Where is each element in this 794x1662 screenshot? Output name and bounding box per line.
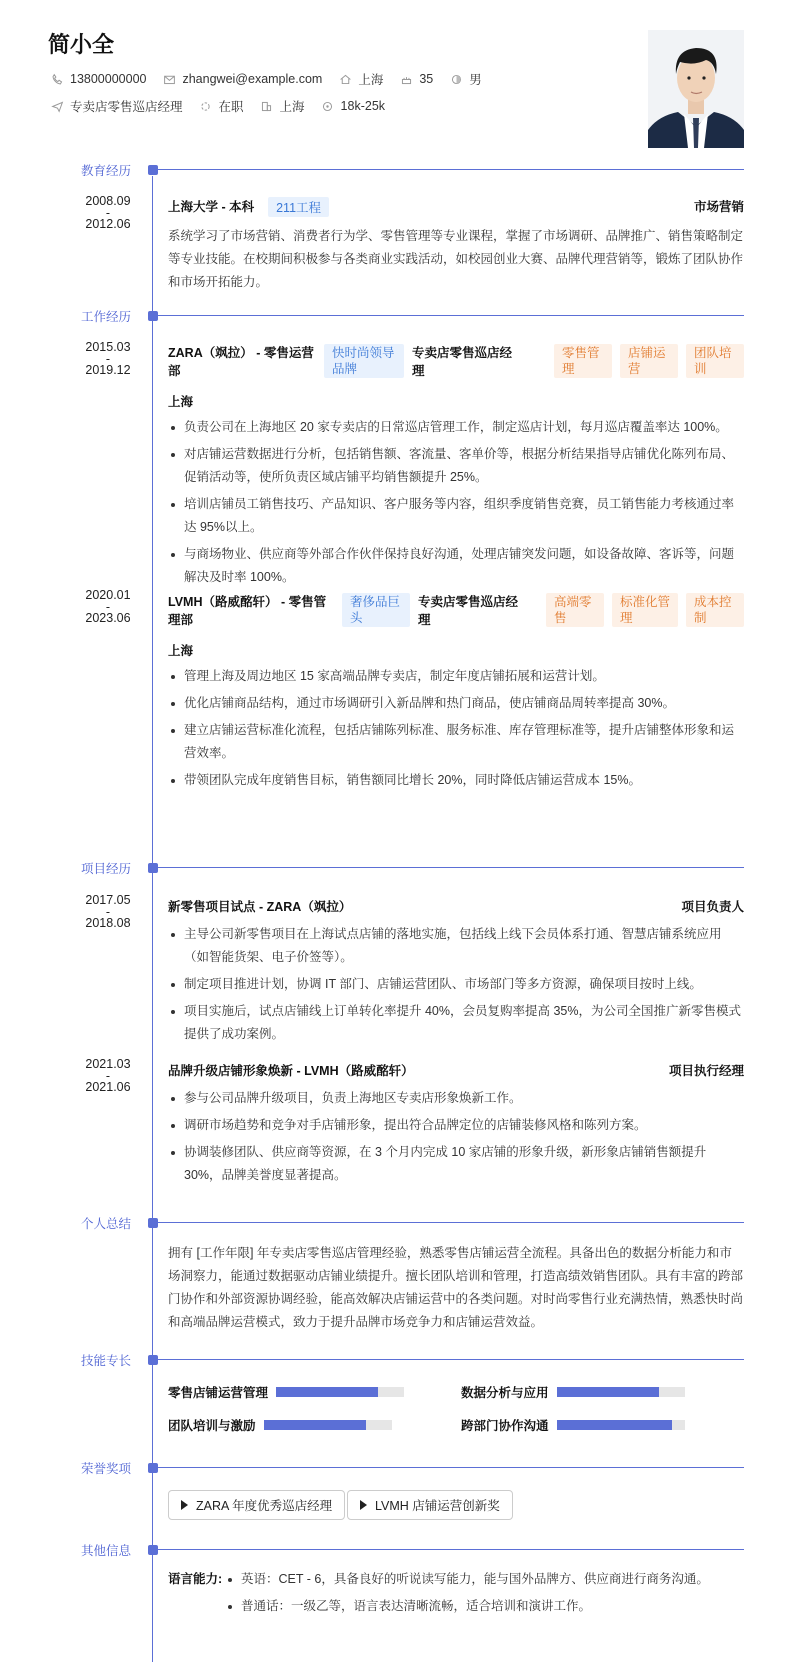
play-icon bbox=[360, 1500, 367, 1510]
work-entry-1 bbox=[168, 344, 744, 593]
salary-text: 18k-25k bbox=[340, 99, 386, 113]
section-marker bbox=[148, 1218, 158, 1228]
major: 市场营销 bbox=[693, 200, 744, 214]
cake-icon bbox=[399, 72, 413, 86]
section-title-awards: 荣誉奖项 bbox=[81, 1462, 132, 1476]
award-chip bbox=[168, 1490, 345, 1520]
language-label: 语言能力: bbox=[168, 1572, 223, 1586]
skill-name: 跨部门协作沟通 bbox=[461, 1419, 549, 1433]
timeline-line bbox=[152, 176, 153, 1662]
skill-name: 团队培训与激励 bbox=[168, 1419, 256, 1433]
work-bullets bbox=[168, 416, 744, 589]
skill-bar-fill bbox=[557, 1420, 672, 1430]
list-item: 调研市场趋势和竞争对手店铺形象，提出符合品牌定位的店铺装修风格和陈列方案。 bbox=[168, 1114, 744, 1137]
skill-bar bbox=[557, 1420, 685, 1430]
mail-icon bbox=[162, 72, 176, 86]
list-item: 优化店铺商品结构，通过市场调研引入新品牌和热门商品，使店铺商品周转率提高 30%。 bbox=[168, 692, 744, 715]
section-divider bbox=[158, 1222, 744, 1223]
list-item: 带领团队完成年度销售目标，销售额同比增长 20%，同时降低店铺运营成本 15%。 bbox=[168, 769, 744, 792]
skill-bar bbox=[276, 1387, 404, 1397]
skill-tags bbox=[554, 344, 744, 378]
contact-row-1 bbox=[50, 70, 498, 88]
award-name: ZARA 年度优秀巡店经理 bbox=[196, 1499, 333, 1513]
city-item bbox=[338, 70, 383, 88]
date-dash: - bbox=[105, 352, 111, 366]
profile-photo bbox=[648, 30, 744, 148]
skill-name: 数据分析与应用 bbox=[461, 1386, 549, 1400]
project-entry-1 bbox=[168, 897, 744, 1050]
section-divider bbox=[158, 1467, 744, 1468]
section-title-other: 其他信息 bbox=[81, 1544, 132, 1558]
target-city-item bbox=[260, 97, 305, 115]
play-icon bbox=[181, 1500, 188, 1510]
education-head bbox=[168, 197, 744, 217]
section-title-education: 教育经历 bbox=[81, 164, 132, 178]
skill-name: 零售店铺运营管理 bbox=[168, 1386, 269, 1400]
skill-item bbox=[461, 1383, 685, 1401]
date-end: 2019.12 bbox=[85, 363, 131, 377]
date-end: 2018.08 bbox=[85, 916, 131, 930]
other-info bbox=[168, 1568, 744, 1622]
project-head bbox=[168, 897, 744, 915]
section-marker bbox=[148, 165, 158, 175]
project-role: 项目负责人 bbox=[681, 900, 744, 914]
home-icon bbox=[338, 72, 352, 86]
work-head bbox=[168, 593, 744, 629]
skill-bar bbox=[264, 1420, 392, 1430]
skill-tag: 标准化管理 bbox=[612, 593, 678, 627]
phone-icon bbox=[50, 72, 64, 86]
email-text: zhangwei@example.com bbox=[182, 72, 323, 86]
list-item: 普通话：一级乙等，语言表达清晰流畅，适合培训和演讲工作。 bbox=[225, 1595, 744, 1618]
school-name: 上海大学 - 本科 bbox=[168, 200, 255, 214]
project-name: 品牌升级店铺形象焕新 - LVMH（路威酩轩） bbox=[168, 1064, 414, 1078]
age-text: 35 bbox=[419, 72, 434, 86]
send-icon bbox=[50, 99, 64, 113]
status-item bbox=[199, 97, 244, 115]
industry-tag: 奢侈品巨头 bbox=[342, 593, 410, 627]
email-item bbox=[162, 72, 322, 86]
building-icon bbox=[260, 99, 274, 113]
skill-bar-fill bbox=[264, 1420, 366, 1430]
age-item bbox=[399, 72, 433, 86]
target-city-text: 上海 bbox=[279, 100, 305, 114]
language-list bbox=[225, 1568, 744, 1622]
gender-icon bbox=[449, 72, 463, 86]
contact-row-2 bbox=[50, 97, 401, 115]
project-name: 新零售项目试点 - ZARA（飒拉） bbox=[168, 900, 352, 914]
list-item: 英语：CET - 6，具备良好的听说读写能力，能与国外品牌方、供应商进行商务沟通。 bbox=[225, 1568, 744, 1591]
education-date bbox=[72, 194, 144, 232]
section-title-project: 项目经历 bbox=[81, 862, 132, 876]
skill-tag: 店铺运营 bbox=[620, 344, 678, 378]
project-date-2 bbox=[72, 1057, 144, 1095]
section-divider bbox=[158, 169, 744, 170]
section-divider bbox=[158, 1549, 744, 1550]
project-bullets bbox=[168, 923, 744, 1046]
work-city: 上海 bbox=[168, 644, 194, 658]
date-dash: - bbox=[105, 206, 111, 220]
project-head bbox=[168, 1061, 744, 1079]
skill-tag: 零售管理 bbox=[554, 344, 612, 378]
company-name: ZARA（飒拉） - 零售运营部 bbox=[168, 346, 314, 378]
list-item: 培训店铺员工销售技巧、产品知识、客户服务等内容，组织季度销售竞赛，员工销售能力考核通过率达 95%以上。 bbox=[168, 493, 744, 539]
date-start: 2015.03 bbox=[85, 340, 131, 354]
status-icon bbox=[199, 99, 213, 113]
date-dash: - bbox=[105, 905, 111, 919]
position-name: 专卖店零售巡店经理 bbox=[418, 595, 519, 627]
work-date-2 bbox=[72, 588, 144, 626]
summary-text: 拥有 [工作年限] 年专卖店零售巡店管理经验，熟悉零售店铺运营全流程。具备出色的数据分析能力和市场洞察力，能通过数据驱动店铺业绩提升。擅长团队培训和管理，打造高绩效销售团队。具有丰富的跨部门协作和外部资源协调经验，能高效解决店铺运营中的各类问题。对时尚零售行业充满热情，熟悉快时尚和高端品牌运营模式，致力于提升品牌市场竞争力和店铺运营效益。 bbox=[168, 1246, 744, 1329]
position-item bbox=[50, 97, 183, 115]
skill-tag: 团队培训 bbox=[686, 344, 744, 378]
date-end: 2012.06 bbox=[85, 217, 131, 231]
section-title-skills: 技能专长 bbox=[81, 1354, 132, 1368]
company-name: LVMH（路威酩轩） - 零售管理部 bbox=[168, 595, 327, 627]
list-item: 制定项目推进计划，协调 IT 部门、店铺运营团队、市场部门等多方资源，确保项目按时上线。 bbox=[168, 973, 744, 996]
list-item: 建立店铺运营标准化流程，包括店铺陈列标准、服务标准、库存管理标准等，提升店铺整体形象和运营效率。 bbox=[168, 719, 744, 765]
position-name: 专卖店零售巡店经理 bbox=[412, 346, 513, 378]
skill-item bbox=[168, 1416, 392, 1434]
skill-bar-fill bbox=[557, 1387, 659, 1397]
work-city: 上海 bbox=[168, 395, 194, 409]
education-entry bbox=[168, 197, 744, 294]
project-role: 项目执行经理 bbox=[668, 1064, 744, 1078]
section-marker bbox=[148, 863, 158, 873]
status-text: 在职 bbox=[218, 100, 244, 114]
education-description: 系统学习了市场营销、消费者行为学、零售管理等专业课程，掌握了市场调研、品牌推广、销售策略制定等专业技能。在校期间积极参与各类商业实践活动，如校园创业大赛、品牌代理营销等，锻炼了团队协作和市场开拓能力。 bbox=[168, 229, 744, 289]
skill-tag: 高端零售 bbox=[546, 593, 604, 627]
section-marker bbox=[148, 1545, 158, 1555]
industry-tag: 快时尚领导品牌 bbox=[324, 344, 404, 378]
award-chip bbox=[347, 1490, 513, 1520]
list-item: 负责公司在上海地区 20 家专卖店的日常巡店管理工作，制定巡店计划，每月巡店覆盖率达 100%。 bbox=[168, 416, 744, 439]
date-start: 2020.01 bbox=[85, 588, 131, 602]
position-text: 专卖店零售巡店经理 bbox=[70, 100, 183, 114]
date-start: 2021.03 bbox=[85, 1057, 131, 1071]
section-marker bbox=[148, 311, 158, 321]
date-dash: - bbox=[105, 1069, 111, 1083]
phone-item bbox=[50, 72, 146, 86]
work-date-1 bbox=[72, 340, 144, 378]
section-divider bbox=[158, 315, 744, 316]
coin-icon bbox=[321, 99, 335, 113]
date-dash: - bbox=[105, 600, 111, 614]
section-divider bbox=[158, 1359, 744, 1360]
salary-item bbox=[321, 99, 385, 113]
gender-text: 男 bbox=[469, 73, 482, 87]
skill-item bbox=[168, 1383, 404, 1401]
phone-text: 13800000000 bbox=[70, 72, 147, 86]
section-marker bbox=[148, 1355, 158, 1365]
list-item: 项目实施后，试点店铺线上订单转化率提升 40%，会员复购率提高 35%，为公司全国推广新零售模式提供了成功案例。 bbox=[168, 1000, 744, 1046]
skill-bar bbox=[557, 1387, 685, 1397]
gender-item bbox=[449, 70, 482, 88]
skill-bar-fill bbox=[276, 1387, 378, 1397]
list-item: 协调装修团队、供应商等资源，在 3 个月内完成 10 家店铺的形象升级，新形象店铺销售额提升 30%，品牌美誉度显著提高。 bbox=[168, 1141, 744, 1187]
award-name: LVMH 店铺运营创新奖 bbox=[375, 1499, 500, 1513]
section-divider bbox=[158, 867, 744, 868]
city-text: 上海 bbox=[358, 73, 384, 87]
work-head bbox=[168, 344, 744, 380]
candidate-name: 简小全 bbox=[48, 32, 115, 57]
section-marker bbox=[148, 1463, 158, 1473]
skill-item bbox=[461, 1416, 685, 1434]
skill-tag: 成本控制 bbox=[686, 593, 744, 627]
school-tag: 211工程 bbox=[268, 197, 329, 217]
list-item: 管理上海及周边地区 15 家高端品牌专卖店，制定年度店铺拓展和运营计划。 bbox=[168, 665, 744, 688]
list-item: 与商场物业、供应商等外部合作伙伴保持良好沟通，处理店铺突发问题，如设备故障、客诉等，问题解决及时率 100%。 bbox=[168, 543, 744, 589]
portrait-image bbox=[648, 30, 744, 148]
section-title-work: 工作经历 bbox=[81, 310, 132, 324]
date-end: 2021.06 bbox=[85, 1080, 131, 1094]
date-start: 2008.09 bbox=[85, 194, 131, 208]
section-title-summary: 个人总结 bbox=[81, 1217, 132, 1231]
skill-tags bbox=[546, 593, 744, 627]
date-start: 2017.05 bbox=[85, 893, 131, 907]
work-bullets bbox=[168, 665, 744, 792]
list-item: 对店铺运营数据进行分析，包括销售额、客流量、客单价等，根据分析结果指导店铺优化陈列布局、促销活动等，使所负责区域店铺平均销售额提升 25%。 bbox=[168, 443, 744, 489]
project-entry-2 bbox=[168, 1061, 744, 1191]
list-item: 参与公司品牌升级项目，负责上海地区专卖店形象焕新工作。 bbox=[168, 1087, 744, 1110]
list-item: 主导公司新零售项目在上海试点店铺的落地实施，包括线上线下会员体系打通、智慧店铺系统应用（如智能货架、电子价签等）。 bbox=[168, 923, 744, 969]
date-end: 2023.06 bbox=[85, 611, 131, 625]
project-bullets bbox=[168, 1087, 744, 1187]
project-date-1 bbox=[72, 893, 144, 931]
work-entry-2 bbox=[168, 593, 744, 796]
